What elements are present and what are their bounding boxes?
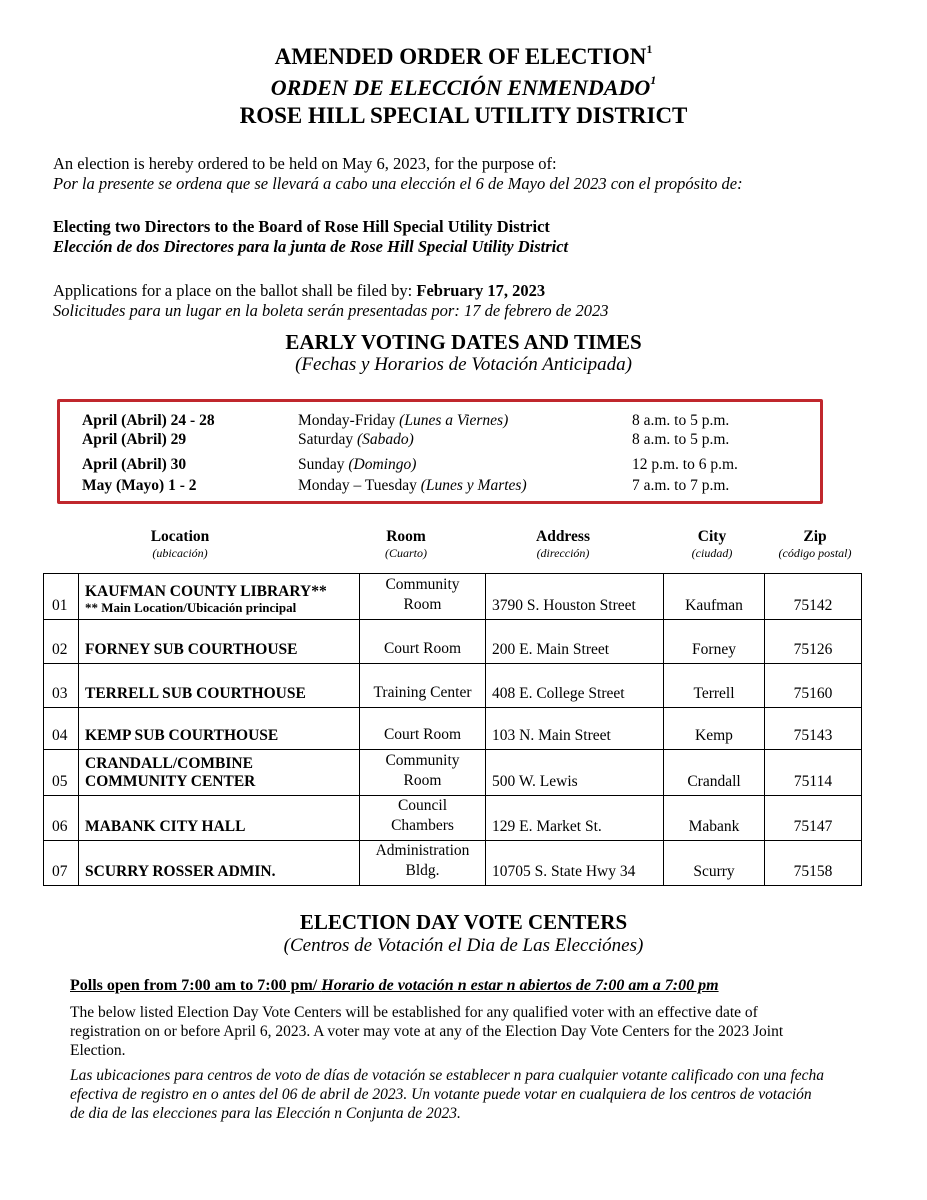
location-number: 02 xyxy=(44,620,79,664)
district-name: ROSE HILL SPECIAL UTILITY DISTRICT xyxy=(239,103,688,128)
table-row xyxy=(44,841,862,886)
schedule-date: April (Abril) 30 xyxy=(82,456,187,473)
location-zip: 75143 xyxy=(765,708,862,750)
schedule-day: Saturday (Sabado) xyxy=(298,431,414,448)
location-name: SCURRY ROSSER ADMIN. xyxy=(79,841,360,886)
schedule-date: April (Abril) 29 xyxy=(82,431,187,448)
schedule-time: 8 a.m. to 5 p.m. xyxy=(632,431,730,448)
location-zip: 75147 xyxy=(765,796,862,841)
schedule-time: 8 a.m. to 5 p.m. xyxy=(632,412,730,429)
schedule-date: May (Mayo) 1 - 2 xyxy=(82,477,197,494)
vote-centers-description: The below listed Election Day Vote Centers will be established for any qualified voter with an effective date of registration on or before April 6, 2023. A voter may vote at any of the Election Day Vote Centers for the 2023 Joint Election. xyxy=(70,1004,784,1059)
header-zip: Zip (código postal) xyxy=(778,528,852,560)
page-title: AMENDED ORDER OF ELECTION$^1$ xyxy=(274,42,653,69)
schedule-time: 7 a.m. to 7 p.m. xyxy=(632,477,730,494)
location-room: Council Chambers xyxy=(360,796,486,841)
intro-line-spanish: Por la presente se ordena que se llevará a cabo una elección el 6 de Mayo del 2023 con el propósito de: xyxy=(53,174,743,193)
schedule-row xyxy=(60,477,820,497)
location-zip: 75126 xyxy=(765,620,862,664)
location-name: TERRELL SUB COURTHOUSE xyxy=(79,664,360,708)
location-room: Community Room xyxy=(360,750,486,796)
early-voting-schedule xyxy=(57,399,823,504)
location-address: 408 E. College Street xyxy=(486,664,664,708)
location-number: 05 xyxy=(44,750,79,796)
schedule-day: Monday – Tuesday (Lunes y Martes) xyxy=(298,477,527,494)
location-city: Crandall xyxy=(664,750,765,796)
header-city: City (ciudad) xyxy=(691,528,733,560)
location-number: 07 xyxy=(44,841,79,886)
location-number: 03 xyxy=(44,664,79,708)
location-number: 01 xyxy=(44,574,79,620)
application-deadline: Applications for a place on the ballot shall be filed by: February 17, 2023 xyxy=(53,281,546,300)
location-city: Kemp xyxy=(664,708,765,750)
vote-centers-description-spanish: Las ubicaciones para centros de voto de días de votación se establecer n para cualquier votante calificado con una fecha efectiva de registro en o antes del 06 de abril de 2023. Un votante puede votar en cualquiera de los centros de votación de dia de las elecciones para las Elección n Conjunta de 2023. xyxy=(70,1067,825,1122)
schedule-time: 12 p.m. to 6 p.m. xyxy=(632,456,738,473)
schedule-date: April (Abril) 24 - 28 xyxy=(82,412,215,429)
location-zip: 75160 xyxy=(765,664,862,708)
location-address: 200 E. Main Street xyxy=(486,620,664,664)
footnote-mark-spanish: 1 xyxy=(650,73,657,87)
location-room: Training Center xyxy=(360,664,486,708)
intro-line: An election is hereby ordered to be held on May 6, 2023, for the purpose of: xyxy=(53,154,557,173)
schedule-row xyxy=(60,456,820,476)
header-room: Room (Cuarto) xyxy=(385,528,427,560)
page-title-spanish: ORDEN DE ELECCIÓN ENMENDADO$^1$ xyxy=(270,73,657,100)
election-day-subtitle: (Centros de Votación el Dia de Las Elecciónes) xyxy=(283,935,644,956)
location-city: Scurry xyxy=(664,841,765,886)
application-deadline-spanish: Solicitudes para un lugar en la boleta serán presentadas por: 17 de febrero de 2023 xyxy=(53,301,609,320)
table-row xyxy=(44,574,862,620)
location-zip: 75142 xyxy=(765,574,862,620)
purpose-spanish: Elección de dos Directores para la junta de Rose Hill Special Utility District xyxy=(53,237,569,256)
early-voting-locations-table xyxy=(43,573,862,886)
location-city: Forney xyxy=(664,620,765,664)
table-row xyxy=(44,796,862,841)
location-zip: 75114 xyxy=(765,750,862,796)
polls-hours: Polls open from 7:00 am to 7:00 pm/ Horario de votación n estar n abiertos de 7:00 am a 7:00 pm xyxy=(70,977,719,994)
location-room: Administration Bldg. xyxy=(360,841,486,886)
location-address: 103 N. Main Street xyxy=(486,708,664,750)
location-name: KAUFMAN COUNTY LIBRARY** ** Main Location/Ubicación principal xyxy=(79,574,360,620)
purpose: Electing two Directors to the Board of Rose Hill Special Utility District xyxy=(53,217,550,236)
header-location: Location (ubicación) xyxy=(150,528,210,560)
early-voting-subtitle: (Fechas y Horarios de Votación Anticipada) xyxy=(295,354,632,375)
location-name: CRANDALL/COMBINE COMMUNITY CENTER xyxy=(79,750,360,796)
location-city: Terrell xyxy=(664,664,765,708)
table-row xyxy=(44,750,862,796)
location-city: Kaufman xyxy=(664,574,765,620)
location-address: 500 W. Lewis xyxy=(486,750,664,796)
table-row xyxy=(44,708,862,750)
schedule-day: Monday-Friday (Lunes a Viernes) xyxy=(298,412,509,429)
location-address: 3790 S. Houston Street xyxy=(486,574,664,620)
schedule-row xyxy=(60,431,820,451)
location-address: 10705 S. State Hwy 34 xyxy=(486,841,664,886)
location-zip: 75158 xyxy=(765,841,862,886)
polls-hours-spanish: Horario de votación n estar n abiertos de 7:00 am a 7:00 pm xyxy=(321,977,719,994)
schedule-day: Sunday (Domingo) xyxy=(298,456,417,473)
table-row xyxy=(44,620,862,664)
schedule-row xyxy=(60,412,820,432)
location-room: Court Room xyxy=(360,708,486,750)
location-name: MABANK CITY HALL xyxy=(79,796,360,841)
location-number: 06 xyxy=(44,796,79,841)
early-voting-title: EARLY VOTING DATES AND TIMES xyxy=(285,330,642,354)
election-day-title: ELECTION DAY VOTE CENTERS xyxy=(299,910,628,934)
location-room: Community Room xyxy=(360,574,486,620)
location-city: Mabank xyxy=(664,796,765,841)
table-row xyxy=(44,664,862,708)
application-date: February 17, 2023 xyxy=(416,281,546,300)
footnote-mark: 1 xyxy=(646,42,653,56)
location-number: 04 xyxy=(44,708,79,750)
header-address: Address (dirección) xyxy=(536,528,590,560)
location-room: Court Room xyxy=(360,620,486,664)
location-address: 129 E. Market St. xyxy=(486,796,664,841)
location-name: FORNEY SUB COURTHOUSE xyxy=(79,620,360,664)
location-name: KEMP SUB COURTHOUSE xyxy=(79,708,360,750)
